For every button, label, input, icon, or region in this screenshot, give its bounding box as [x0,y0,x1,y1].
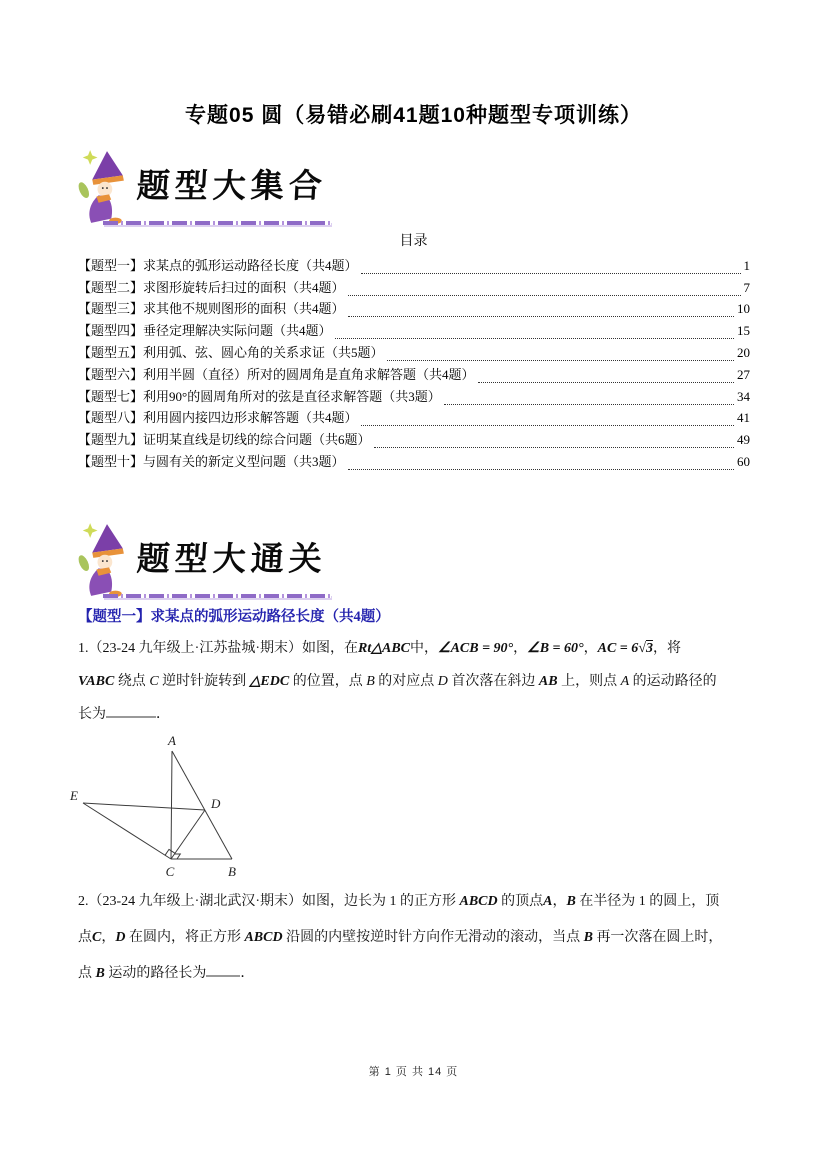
toc-item-10[interactable] [78,448,750,470]
toc-page-number: 60 [737,453,750,469]
toc-item-8[interactable] [78,405,750,427]
toc-item-5[interactable] [78,339,750,361]
toc-leader [387,346,734,361]
text-run: ABCD [459,894,498,909]
problem-line [78,884,758,920]
text-run: D [115,930,126,945]
text-run: 在半径为 1 的圆上，顶 [575,894,720,909]
toc-item-label: 【题型六】利用半圆（直径）所对的圆周角是直角求解答题（共4题） [78,366,475,382]
text-run: ， [552,894,567,909]
text-run: B [566,894,576,909]
text-run: 3 [645,641,653,656]
toc-item-label: 【题型三】求其他不规则图形的面积（共4题） [78,301,345,317]
toc-leader [361,411,734,426]
right-angle-mark [174,854,180,859]
text-run: 再一次落在圆上时， [592,930,723,945]
toc-leader [374,433,734,448]
text-run: A [543,894,553,909]
banner-underline [103,221,331,225]
wizard-icon [75,521,139,599]
toc-page-number: 27 [737,366,750,382]
text-run: ∠ACB = 90° [438,641,514,656]
problem-line [78,698,758,731]
text-run: B [366,674,375,689]
banner-underline [103,594,331,598]
text-run: 的位置，点 [289,674,367,689]
vertex-label-c: C [165,864,175,879]
toc-item-label: 【题型四】垂径定理解决实际问题（共4题） [78,323,332,339]
toc-leader [361,259,741,274]
toc-heading: 目录 [399,234,428,249]
text-run: ，将 [652,641,681,656]
right-angle-mark [165,849,175,855]
text-run: 逆时针旋转到 [158,674,250,689]
text-run: D [437,674,448,689]
toc-page-number: 1 [743,257,750,273]
toc-leader [444,390,734,405]
toc-page-number: 41 [737,410,750,426]
text-run: ． [156,707,170,722]
toc-item-label: 【题型九】证明某直线是切线的综合问题（共6题） [78,432,371,448]
text-run: VABC [78,674,115,689]
toc-item-label: 【题型一】求某点的弧形运动路径长度（共4题） [78,257,358,273]
page-footer: 第 1 页 共 14 页 [368,1066,459,1078]
banner-collection [75,148,333,232]
text-run: Rt△ABC [358,641,411,656]
text-run: 运动的路径长为 [104,966,207,981]
text-run: ， [583,641,598,656]
text-run: 绕点 [114,674,150,689]
text-run: 上，则点 [557,674,621,689]
vertex-label-a: A [168,733,176,748]
text-run: 点 [78,966,96,981]
toc-item-label: 【题型二】求图形旋转后扫过的面积（共4题） [78,279,345,295]
vertex-label-b: B [228,864,236,879]
vertex-label-d: D [211,796,221,811]
toc-page-number: 7 [743,279,750,295]
toc-item-4[interactable] [78,317,750,339]
text-run: A [620,674,630,689]
banner-collection-label: 题型大集合 [135,169,328,205]
toc-leader [348,302,734,317]
text-run: 2.（23-24 九年级上·湖北武汉·期末）如图，边长为 1 的正方形 [78,894,460,909]
problem1-paragraph [78,632,758,731]
text-run: ． [240,966,255,981]
toc-page-number: 34 [737,388,750,404]
toc-leader [478,368,734,383]
banner-pass [75,521,333,605]
text-run: C [149,674,159,689]
text-run: ABCD [244,930,283,945]
answer-blank [206,963,240,977]
toc-item-1[interactable] [78,252,750,274]
toc-leader [335,324,734,339]
wizard-icon [75,148,139,226]
text-run: △EDC [249,674,290,689]
doc-title: 专题05 圆（易错必刷41题10种题型专项训练） [185,104,642,127]
problem-line [78,632,758,665]
toc-item-3[interactable] [78,296,750,318]
section1-heading: 【题型一】求某点的弧形运动路径长度（共4题） [78,609,390,625]
problem-line [78,665,758,698]
text-run: AC = 6 [597,641,639,656]
problem-line [78,956,758,992]
toc-page-number: 15 [737,323,750,339]
text-run: 的顶点 [497,894,544,909]
text-run: 的对应点 [374,674,438,689]
text-run: C [92,930,102,945]
text-run: 1.（23-24 九年级上·江苏盐城·期末）如图，在 [78,641,358,656]
triangle-lines [83,751,232,859]
text-run: AB [538,674,558,689]
toc-item-9[interactable] [78,426,750,448]
text-run: √ [638,641,646,656]
toc-item-label: 【题型十】与圆有关的新定义型问题（共3题） [78,453,345,469]
text-run: 首次落在斜边 [447,674,539,689]
text-run: 在圆内，将正方形 [125,930,245,945]
text-run: 点 [78,930,92,945]
answer-blank [106,704,156,718]
text-run: ， [101,930,116,945]
toc-item-label: 【题型七】利用90°的圆周角所对的弦是直径求解答题（共3题） [78,388,441,404]
problem1-figure [56,731,316,883]
toc-item-7[interactable] [78,383,750,405]
text-run: 中， [410,641,439,656]
text-run: B [583,930,593,945]
problem2-paragraph [78,884,758,992]
toc-item-6[interactable] [78,361,750,383]
toc-leader [348,455,734,470]
toc-item-label: 【题型五】利用弧、弦、圆心角的关系求证（共5题） [78,344,384,360]
banner-pass-label: 题型大通关 [135,542,328,578]
toc-page-number: 10 [737,301,750,317]
toc-leader [348,281,741,296]
toc [78,252,750,470]
toc-page-number: 20 [737,344,750,360]
toc-page-number: 49 [737,432,750,448]
text-run: 长为 [78,707,106,722]
text-run: ∠B = 60° [527,641,584,656]
text-run: B [95,966,105,981]
toc-item-label: 【题型八】利用圆内接四边形求解答题（共4题） [78,410,358,426]
text-run: ， [513,641,528,656]
text-run: 沿圆的内壁按逆时针方向作无滑动的滚动，当点 [282,930,584,945]
vertex-label-e: E [70,788,78,803]
text-run: 的运动路径的 [629,674,717,689]
problem-line [78,920,758,956]
toc-item-2[interactable] [78,274,750,296]
